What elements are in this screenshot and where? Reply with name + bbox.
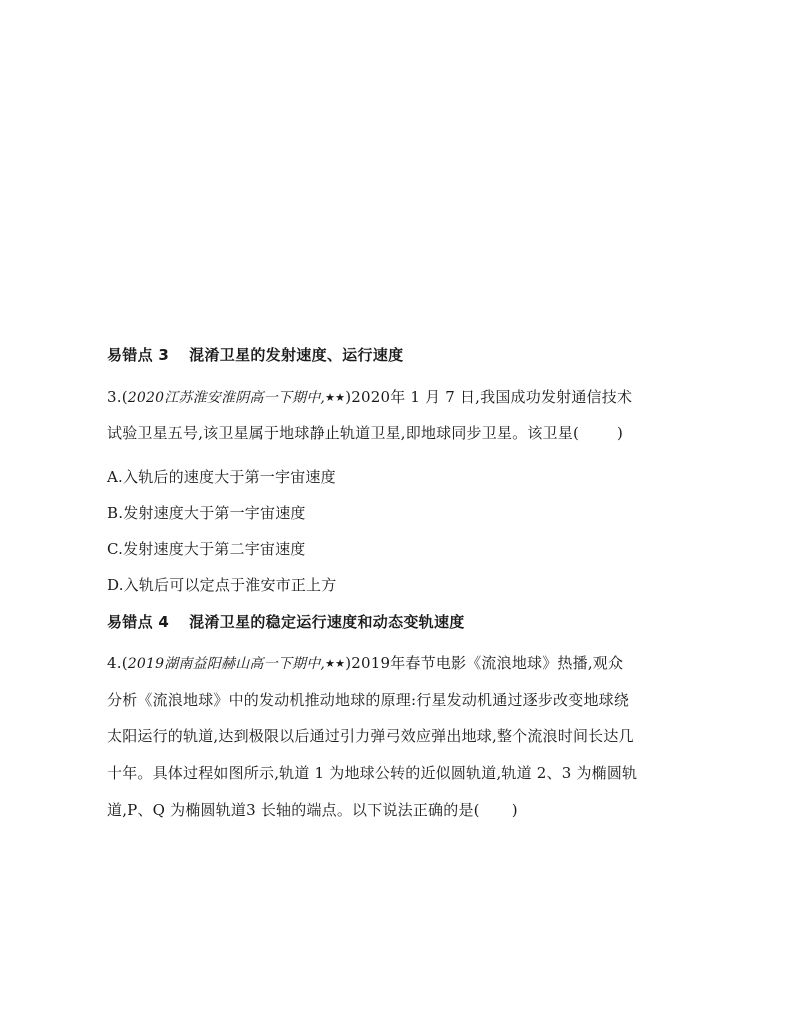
question-4-number: 4. xyxy=(107,654,122,672)
question-3-line-1: 3.(2020江苏淮安淮阴高一下期中,★★)2020年 1 月 7 日,我国成功发射通信技术 xyxy=(107,388,633,406)
option-b: B.发射速度大于第一宇宙速度 xyxy=(107,504,306,522)
section-heading-4 xyxy=(107,611,465,632)
question-4-line-1: 4.(2019湖南益阳赫山高一下期中,★★)2019年春节电影《流浪地球》热播,观众 xyxy=(107,654,624,672)
question-3-source: 2020江苏淮安淮阴高一下期中, xyxy=(127,390,326,406)
question-4-text-1: 2019年春节电影《流浪地球》热播,观众 xyxy=(351,654,624,672)
option-d: D.入轨后可以定点于淮安市正上方 xyxy=(107,576,337,594)
section-label-3: 易错点 3 xyxy=(107,346,170,364)
difficulty-stars-icon: ★★ xyxy=(325,391,346,404)
question-4-line-3: 太阳运行的轨道,达到极限以后通过引力弹弓效应弹出地球,整个流浪时间长达几 xyxy=(107,727,634,745)
question-3-line-2: 试验卫星五号,该卫星属于地球静止轨道卫星,即地球同步卫星。该卫星( ) xyxy=(107,424,624,442)
question-4-line-2: 分析《流浪地球》中的发动机推动地球的原理:行星发动机通过逐步改变地球绕 xyxy=(107,691,630,709)
question-4-text-5: 道,P、Q 为椭圆轨道3 长轴的端点。以下说法正确的是( xyxy=(107,801,480,819)
question-3-text-1: 2020年 1 月 7 日,我国成功发射通信技术 xyxy=(351,388,633,406)
question-4-source: 2019湖南益阳赫山高一下期中, xyxy=(127,656,326,672)
option-a: A.入轨后的速度大于第一宇宙速度 xyxy=(107,468,336,486)
section-heading-3 xyxy=(107,344,403,365)
section-label-4: 易错点 4 xyxy=(107,613,170,631)
section-title-3: 混淆卫星的发射速度、运行速度 xyxy=(189,346,404,364)
difficulty-stars-icon: ★★ xyxy=(325,657,346,670)
question-3-number: 3. xyxy=(107,388,122,406)
question-4-line-5: 道,P、Q 为椭圆轨道3 长轴的端点。以下说法正确的是( ) xyxy=(107,801,518,819)
section-title-4: 混淆卫星的稳定运行速度和动态变轨速度 xyxy=(189,613,465,631)
question-3-text-2: 试验卫星五号,该卫星属于地球静止轨道卫星,即地球同步卫星。该卫星( xyxy=(107,424,579,442)
question-4-line-4: 十年。具体过程如图所示,轨道 1 为地球公转的近似圆轨道,轨道 2、3 为椭圆轨 xyxy=(107,764,638,782)
option-c: C.发射速度大于第二宇宙速度 xyxy=(107,540,306,558)
